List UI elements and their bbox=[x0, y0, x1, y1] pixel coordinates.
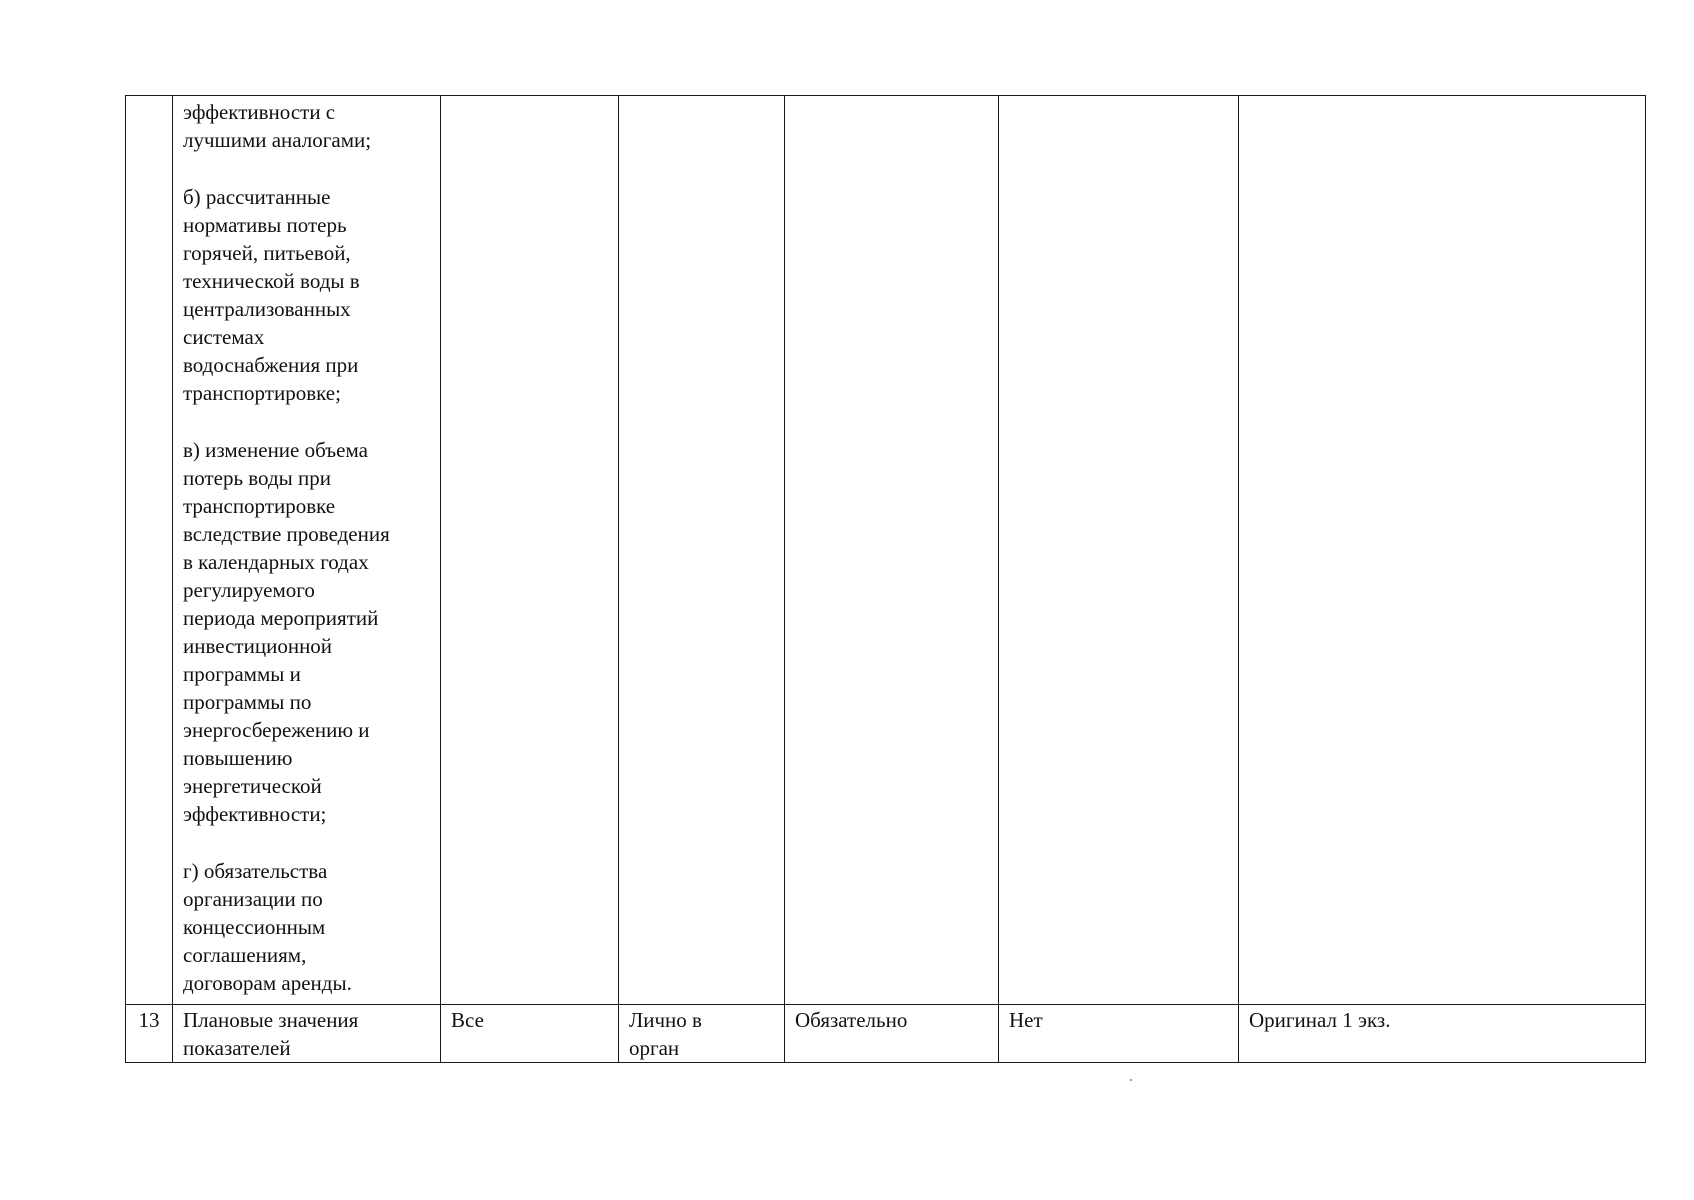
line: договорам аренды. bbox=[183, 971, 352, 995]
line: периода мероприятий bbox=[183, 606, 379, 630]
description-paragraph-b bbox=[183, 183, 430, 407]
cell-obligation bbox=[785, 96, 999, 1005]
cell-number bbox=[126, 96, 173, 1005]
table-row-continuation bbox=[126, 96, 1646, 1005]
cell-form bbox=[1239, 96, 1646, 1005]
cell-applicants: Все bbox=[441, 1005, 619, 1063]
line: в) изменение объема bbox=[183, 438, 368, 462]
cell-obligation: Обязательно bbox=[785, 1005, 999, 1063]
line: вследствие проведения bbox=[183, 522, 390, 546]
line: концессионным bbox=[183, 915, 326, 939]
line: горячей, питьевой, bbox=[183, 241, 351, 265]
cell-document-description bbox=[173, 96, 441, 1005]
cell-applicants bbox=[441, 96, 619, 1005]
line: Плановые значения bbox=[183, 1008, 359, 1032]
cell-return bbox=[999, 96, 1239, 1005]
cell-form: Оригинал 1 экз. bbox=[1239, 1005, 1646, 1063]
line: технической воды в bbox=[183, 269, 360, 293]
requirements-table bbox=[125, 95, 1646, 1063]
description-paragraph-a bbox=[183, 98, 430, 154]
line: энергосбережению и bbox=[183, 718, 370, 742]
line: г) обязательства bbox=[183, 859, 328, 883]
line: повышению bbox=[183, 746, 293, 770]
line: транспортировке; bbox=[183, 381, 341, 405]
line: регулируемого bbox=[183, 578, 315, 602]
line: потерь воды при bbox=[183, 466, 331, 490]
line: нормативы потерь bbox=[183, 213, 347, 237]
line: орган bbox=[629, 1036, 680, 1060]
description-paragraph-d bbox=[183, 857, 430, 997]
line: эффективности; bbox=[183, 802, 327, 826]
line: программы и bbox=[183, 662, 301, 686]
line: лучшими аналогами; bbox=[183, 128, 372, 152]
description-paragraph-c bbox=[183, 436, 430, 828]
document-page bbox=[125, 95, 1645, 1060]
cell-number: 13 bbox=[126, 1005, 173, 1063]
cell-return: Нет bbox=[999, 1005, 1239, 1063]
line: энергетической bbox=[183, 774, 322, 798]
line: водоснабжения при bbox=[183, 353, 359, 377]
line: организации по bbox=[183, 887, 323, 911]
line: системах bbox=[183, 325, 265, 349]
cell-submission bbox=[619, 1005, 785, 1063]
line: эффективности с bbox=[183, 100, 336, 124]
cell-submission bbox=[619, 96, 785, 1005]
line: инвестиционной bbox=[183, 634, 333, 658]
table-row-13 bbox=[126, 1005, 1646, 1063]
line: соглашениям, bbox=[183, 943, 307, 967]
cell-document-name bbox=[173, 1005, 441, 1063]
line: в календарных годах bbox=[183, 550, 369, 574]
line: транспортировке bbox=[183, 494, 336, 518]
line: Лично в bbox=[629, 1008, 702, 1032]
line: б) рассчитанные bbox=[183, 185, 331, 209]
line: централизованных bbox=[183, 297, 351, 321]
scan-speck bbox=[1130, 1079, 1132, 1081]
line: программы по bbox=[183, 690, 312, 714]
line: показателей bbox=[183, 1036, 291, 1060]
